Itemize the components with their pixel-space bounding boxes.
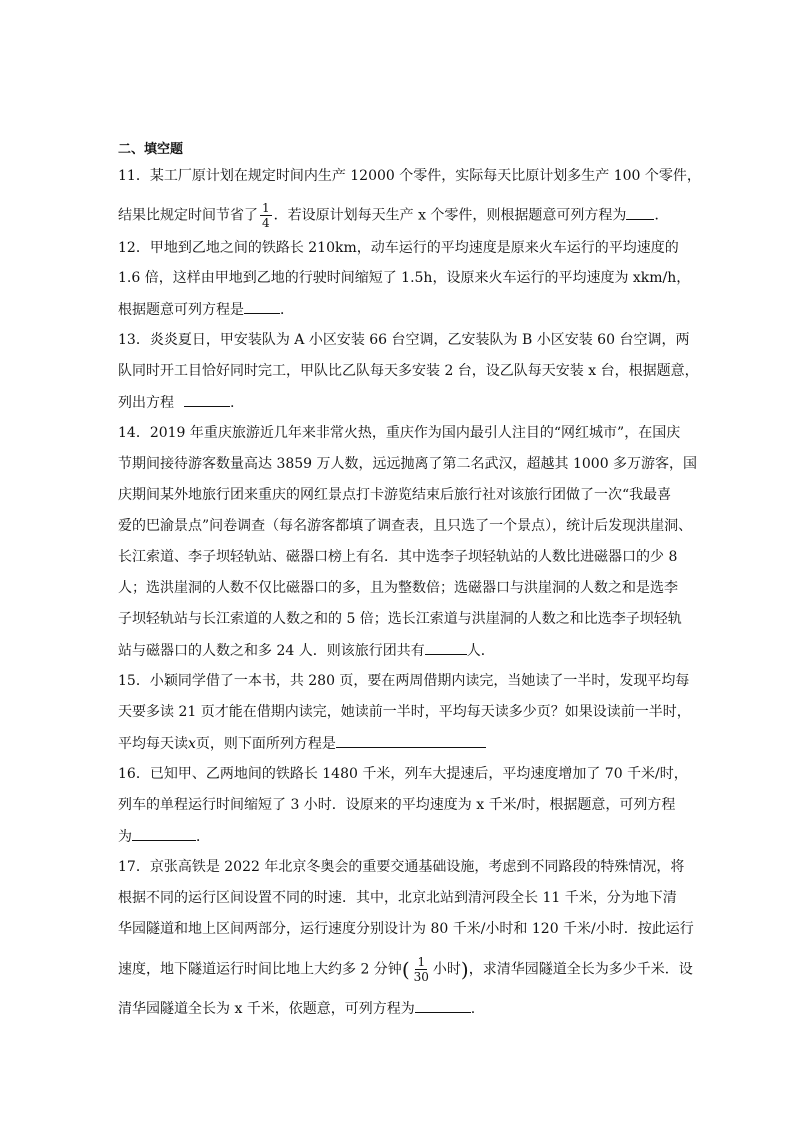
- q17-text-b: 小时: [432, 961, 461, 978]
- q16-answer-blank[interactable]: [132, 826, 196, 841]
- q17-fraction: [412, 955, 431, 984]
- q11-text-b: ．若设原计划每天生产 x 个零件，则根据题意可列方程为: [273, 207, 627, 224]
- q11-line1: 11．某工厂原计划在规定时间内生产 12000 个零件，实际每天比原计划多生产 100 个零件，: [118, 168, 701, 184]
- q15-text-b: 页，则下面所列方程是: [195, 736, 336, 752]
- q11-text-c: ．: [654, 207, 669, 224]
- q14-line3: 庆期间某外地旅行团来重庆的网红景点打卡游览结束后旅行社对该旅行团做了一次“我最喜: [118, 487, 672, 503]
- q17-fraction-numerator: 1: [417, 955, 426, 969]
- q16-text-b: ．: [196, 829, 210, 845]
- q12-text-b: ．: [280, 302, 294, 318]
- q14-line2: 节期间接待游客数量高达 3859 万人数，远远抛离了第二名武汉，超越其 1000 多万游客，国: [118, 456, 698, 472]
- q15-line1: 15．小颖同学借了一本书，共 280 页，要在两周借期内读完，当她读了一半时，发现平均每: [118, 673, 690, 689]
- q15-line3: [118, 733, 486, 754]
- q13-line1: 13．炎炎夏日，甲安装队为 A 小区安装 66 台空调，乙安装队为 B 小区安装 60 台空调，两: [118, 332, 690, 348]
- q15-variable: x: [188, 736, 196, 752]
- q17-text-e: .: [470, 1001, 476, 1017]
- q14-line1: 14．2019 年重庆旅游近几年来非常火热，重庆作为国内最引人注目的“网红城市”，在国庆: [118, 425, 681, 441]
- q16-line3: [118, 826, 210, 847]
- q11-answer-blank[interactable]: [626, 205, 654, 220]
- q17-line4: [118, 955, 693, 984]
- q13-text-b: .: [230, 395, 235, 411]
- q17-text-d: 清华园隧道全长为 x 千米，依题意，可列方程为: [118, 1001, 415, 1017]
- q14-line7: 子坝轻轨站与长江索道的人数之和的 5 倍；选长江索道与洪崖洞的人数之和比选李子坝轻轨: [118, 611, 682, 627]
- q12-answer-blank[interactable]: [244, 299, 280, 314]
- q17-line3: 华园隧道和地上区间两部分，运行速度分别设计为 80 千米/小时和 120 千米/小时．按此运行: [118, 921, 694, 937]
- q11-text-a: 结果比规定时间节省了: [118, 207, 258, 224]
- q14-line4: 爱的巴渝景点”问卷调查（每名游客都填了调查表，且只选了一个景点），统计后发现洪崖洞、: [118, 518, 693, 534]
- q17-text-c: ，求清华园隧道全长为多少千米．设: [468, 961, 693, 978]
- q17-fraction-denominator: 30: [413, 970, 429, 984]
- q14-answer-blank[interactable]: [425, 640, 467, 655]
- q13-line3: [118, 392, 234, 413]
- q17-paren-close: ): [460, 957, 469, 982]
- q17-text-a: 速度，地下隧道运行时间比地上大约多 2 分钟: [118, 961, 402, 978]
- q15-line2: 天要多读 21 页才能在借期内读完，她读前一半时，平均每天读多少页？如果设读前一半时，: [118, 704, 691, 720]
- q11-fraction-numerator: 1: [262, 201, 270, 215]
- q14-line6: 人；选洪崖洞的人数不仅比磁器口的多，且为整数倍；选磁器口与洪崖洞的人数之和是选李: [118, 580, 678, 596]
- section-title: 二、填空题: [118, 142, 184, 157]
- q12-line1: 12．甲地到乙地之间的铁路长 210km，动车运行的平均速度是原来火车运行的平均速度的: [118, 240, 679, 256]
- q16-line1: 16．已知甲、乙两地间的铁路长 1480 千米，列车大提速后，平均速度增加了 70 千米/时，: [118, 766, 688, 782]
- q14-text-b: 人．: [466, 643, 495, 659]
- q17-line1: 17．京张高铁是 2022 年北京冬奥会的重要交通基础设施，考虑到不同路段的特殊情况，将: [118, 859, 685, 875]
- q17-line2: 根据不同的运行区间设置不同的时速．其中，北京北站到清河段全长 11 千米，分为地下清: [118, 890, 677, 906]
- q12-line3: [118, 299, 294, 320]
- q13-text-a: 列出方程: [118, 395, 174, 411]
- q14-line5: 长江索道、李子坝轻轨站、磁器口榜上有名．其中选李子坝轻轨站的人数比进磁器口的少 8: [118, 549, 678, 565]
- q16-line2: 列车的单程运行时间缩短了 3 小时．设原来的平均速度为 x 千米/时，根据题意，可列方程: [118, 797, 676, 813]
- q17-line5: [118, 998, 475, 1019]
- q12-text-a: 根据题意可列方程是: [118, 302, 244, 318]
- q16-text-a: 为: [118, 829, 132, 845]
- q15-text-a: 平均每天读: [118, 736, 188, 752]
- q15-answer-blank[interactable]: [336, 733, 486, 748]
- q14-line8: [118, 640, 495, 661]
- q11-fraction: [260, 201, 272, 230]
- q13-line2: 队同时开工目恰好同时完工，甲队比乙队每天多安装 2 台，设乙队每天安装 x 台，根据题意，: [118, 363, 699, 379]
- q17-paren-open: (: [401, 957, 410, 982]
- q11-fraction-denominator: 4: [262, 216, 270, 230]
- q12-line2: 1.6 倍，这样由甲地到乙地的行驶时间缩短了 1.5h，设原来火车运行的平均速度为 xkm/h，: [118, 270, 691, 286]
- q14-text-a: 站与磁器口的人数之和多 24 人．则该旅行团共有: [118, 643, 425, 659]
- q17-answer-blank[interactable]: [415, 998, 471, 1013]
- q13-answer-blank[interactable]: [184, 392, 230, 407]
- q11-line2: [118, 201, 668, 230]
